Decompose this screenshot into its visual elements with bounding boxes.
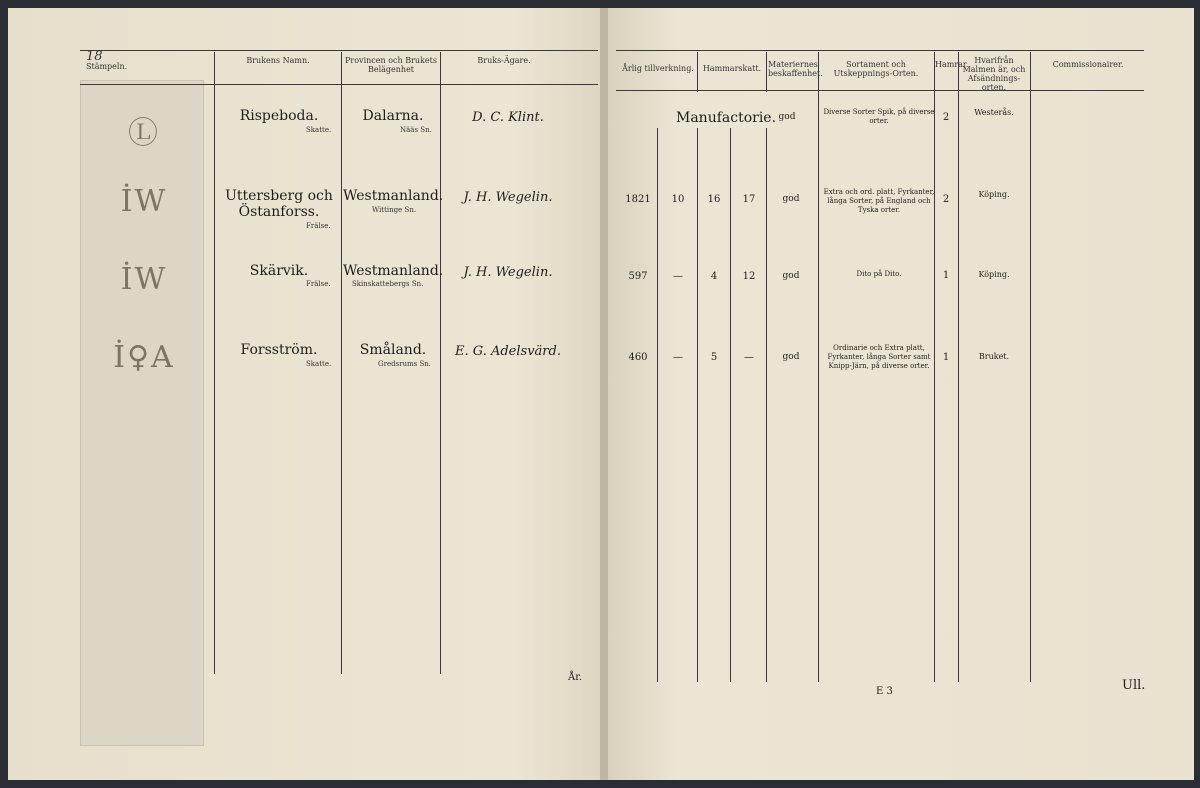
catchword-left: År. bbox=[568, 672, 583, 683]
left-page bbox=[8, 8, 600, 780]
header-rule bbox=[80, 84, 598, 85]
assortment: Ordinarie och Extra platt, Fyrkanter, långa Sorter samt Knipp-Järn, på diverse orter. bbox=[827, 344, 931, 370]
quality: god bbox=[778, 112, 796, 122]
header-stamp: Stämpeln. bbox=[86, 62, 128, 71]
mill-tenure: Skatte. bbox=[306, 126, 332, 134]
hammers: 1 bbox=[942, 270, 950, 281]
hammers: 2 bbox=[942, 194, 950, 205]
book-spread bbox=[8, 8, 1194, 780]
quality: god bbox=[782, 271, 800, 281]
column-rule bbox=[341, 52, 342, 674]
header-mill-name: Brukens Namn. bbox=[246, 56, 310, 65]
mill-name: Skärvik. bbox=[249, 263, 309, 279]
header-rule bbox=[616, 90, 1144, 91]
right-page bbox=[608, 8, 1194, 780]
parish: Nääs Sn. bbox=[400, 126, 432, 134]
hammer-tax-a: — bbox=[673, 271, 683, 282]
hammers: 2 bbox=[942, 112, 950, 123]
stamp-mark: İ♀A bbox=[113, 340, 175, 375]
signature-mark: E 3 bbox=[876, 686, 893, 697]
stamp-column-strip bbox=[80, 80, 204, 746]
owner: J. H. Wegelin. bbox=[463, 265, 553, 280]
ore-from: Westerås. bbox=[974, 108, 1014, 117]
column-rule bbox=[440, 52, 441, 674]
header-quality: Materiernes beskaffenhet. bbox=[768, 60, 823, 78]
parish: Gredsrums Sn. bbox=[378, 360, 431, 368]
hammer-tax-c: 17 bbox=[742, 194, 756, 205]
mill-name: Rispeboda. bbox=[239, 108, 319, 124]
owner: J. H. Wegelin. bbox=[463, 190, 553, 205]
column-rule bbox=[818, 52, 819, 682]
stamp-mark: Ⓛ bbox=[128, 116, 160, 151]
annual-output: 1821 bbox=[625, 194, 651, 205]
hammer-tax-a: 10 bbox=[671, 194, 685, 205]
ore-from: Köping. bbox=[978, 270, 1010, 279]
hammer-tax-c: 12 bbox=[742, 271, 756, 282]
stamp-mark: İW bbox=[120, 262, 168, 297]
column-rule bbox=[697, 128, 698, 682]
hammer-tax-a: — bbox=[673, 352, 683, 363]
mill-tenure: Frälse. bbox=[306, 222, 331, 230]
ore-from: Bruket. bbox=[978, 352, 1010, 361]
assortment: Dito på Dito. bbox=[856, 270, 902, 278]
assortment: Diverse Sorter Spik, på diverse orter. bbox=[823, 108, 935, 125]
assortment: Extra och ord. platt, Fyrkanter, långa Sorter, på England och Tyska orter. bbox=[823, 188, 935, 214]
column-rule bbox=[214, 52, 215, 674]
column-rule bbox=[730, 128, 731, 682]
header-province: Provincen och Brukets Belägenhet bbox=[345, 56, 437, 74]
column-rule bbox=[657, 128, 658, 682]
header-owner: Bruks-Ägare. bbox=[477, 56, 531, 65]
catchword-right: Ull. bbox=[1122, 678, 1146, 693]
annual-output: 460 bbox=[628, 352, 648, 363]
column-rule bbox=[958, 52, 959, 682]
province: Småland. bbox=[359, 342, 427, 358]
page-number: 18 bbox=[86, 49, 103, 64]
ore-from: Köping. bbox=[978, 190, 1010, 199]
manufactory-note: Manufactorie. bbox=[676, 110, 777, 126]
column-rule bbox=[766, 128, 767, 682]
parish: Skinskattebergs Sn. bbox=[352, 280, 424, 288]
header-commissioners: Commissionairer. bbox=[1052, 60, 1124, 69]
header-annual: Årlig tillverkning. bbox=[622, 64, 694, 73]
hammer-tax-b: 4 bbox=[710, 271, 718, 282]
quality: god bbox=[782, 194, 800, 204]
province: Dalarna. bbox=[362, 108, 424, 124]
hammer-tax-b: 5 bbox=[710, 352, 718, 363]
owner: D. C. Klint. bbox=[472, 110, 544, 125]
header-assortment: Sortament och Utskeppnings-Orten. bbox=[833, 60, 919, 78]
mill-name: Forsström. bbox=[240, 342, 318, 358]
quality: god bbox=[782, 352, 800, 362]
owner: E. G. Adelsvärd. bbox=[455, 344, 561, 359]
hammer-tax-c: — bbox=[744, 352, 754, 363]
annual-output: 597 bbox=[628, 271, 648, 282]
stamp-mark: İW bbox=[120, 184, 168, 219]
header-hammers: Hamrar. bbox=[935, 60, 969, 69]
parish: Wittinge Sn. bbox=[372, 206, 417, 214]
province: Westmanland. bbox=[343, 188, 444, 204]
column-rule bbox=[1030, 52, 1031, 682]
header-ore-from: Hvarifrån Malmen är, och Afsändnings-orten. bbox=[962, 56, 1026, 92]
book-gutter bbox=[600, 8, 608, 780]
mill-name: Uttersberg och Östanforss. bbox=[225, 188, 333, 220]
mill-tenure: Skatte. bbox=[306, 360, 332, 368]
header-rule bbox=[616, 50, 1144, 51]
hammer-tax-b: 16 bbox=[707, 194, 721, 205]
header-hammer-tax: Hammarskatt. bbox=[702, 64, 762, 73]
mill-tenure: Frälse. bbox=[306, 280, 331, 288]
hammers: 1 bbox=[942, 352, 950, 363]
province: Westmanland. bbox=[343, 263, 444, 279]
header-rule bbox=[80, 50, 598, 51]
column-rule bbox=[766, 52, 767, 92]
